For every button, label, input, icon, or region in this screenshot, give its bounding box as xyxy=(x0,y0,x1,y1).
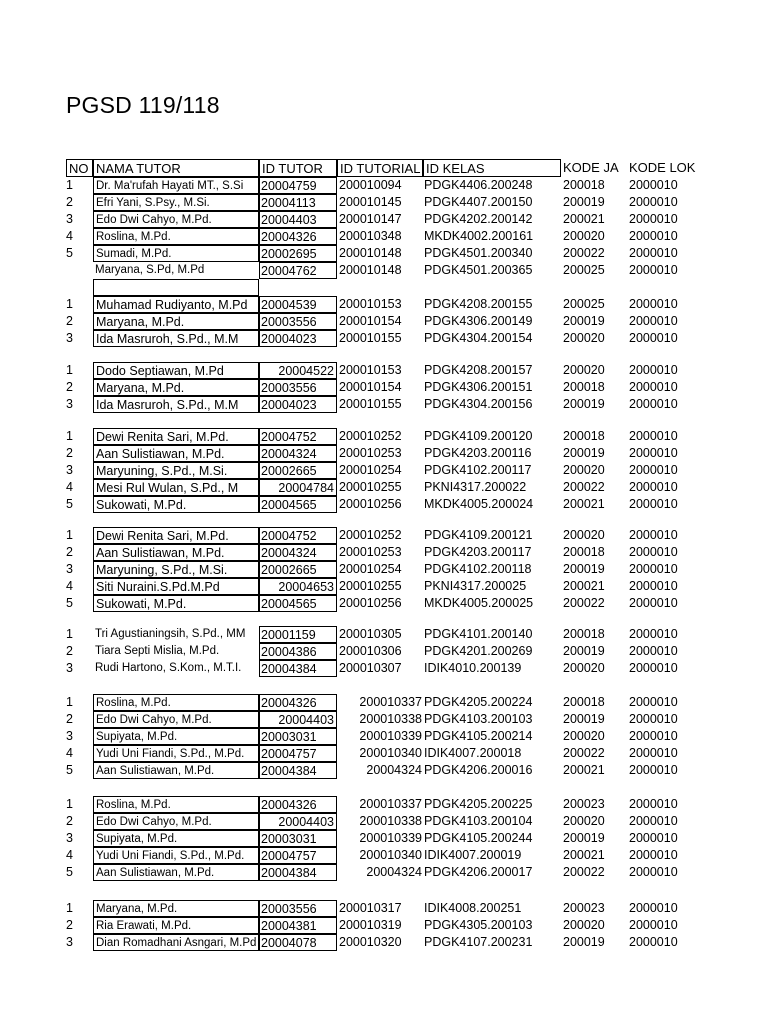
header-nama-tutor: NAMA TUTOR xyxy=(93,159,259,177)
schedule-code: 200022 xyxy=(563,246,605,260)
tutorial-id: 200010155 xyxy=(339,331,402,345)
tutor-name: Supiyata, M.Pd. xyxy=(93,830,259,847)
location-code: 2000010 xyxy=(629,195,678,209)
tutorial-id: 200010339 xyxy=(359,831,422,845)
tutor-name: Mesi Rul Wulan, S.Pd., M xyxy=(93,479,259,496)
tutorial-id: 200010338 xyxy=(359,712,422,726)
tutor-name: Maryana, M.Pd. xyxy=(93,313,259,330)
tutorial-id: 200010148 xyxy=(339,263,402,277)
tutor-name: Edo Dwi Cahyo, M.Pd. xyxy=(93,211,259,228)
schedule-code: 200018 xyxy=(563,695,605,709)
tutorial-id: 200010253 xyxy=(339,446,402,460)
tutorial-id: 200010153 xyxy=(339,297,402,311)
location-code: 2000010 xyxy=(629,429,678,443)
location-code: 2000010 xyxy=(629,797,678,811)
schedule-code: 200021 xyxy=(563,212,605,226)
location-code: 2000010 xyxy=(629,695,678,709)
row-number: 5 xyxy=(66,497,73,511)
tutor-name: Dewi Renita Sari, M.Pd. xyxy=(93,428,259,445)
tutor-name: Maryana, M.Pd. xyxy=(93,900,259,917)
tutor-id: 20004113 xyxy=(259,194,337,211)
schedule-code: 200025 xyxy=(563,297,605,311)
schedule-code: 200018 xyxy=(563,178,605,192)
class-id: PDGK4205.200224 xyxy=(424,695,533,709)
tutor-id: 20004653 xyxy=(259,578,337,595)
row-number: 3 xyxy=(66,212,73,226)
tutor-id: 20004403 xyxy=(259,711,337,728)
location-code: 2000010 xyxy=(629,865,678,879)
header-kode-lokasi: KODE LOK xyxy=(629,160,696,175)
schedule-code: 200020 xyxy=(563,661,605,675)
tutorial-id: 200010255 xyxy=(339,480,402,494)
schedule-code: 200019 xyxy=(563,397,605,411)
class-id: PDGK4304.200156 xyxy=(424,397,533,411)
tutor-id: 20004326 xyxy=(259,796,337,813)
schedule-code: 200020 xyxy=(563,331,605,345)
tutorial-id: 200010154 xyxy=(339,380,402,394)
location-code: 2000010 xyxy=(629,661,678,675)
row-number: 1 xyxy=(66,297,73,311)
row-number: 1 xyxy=(66,528,73,542)
tutor-id: 20004759 xyxy=(259,177,337,194)
class-id: PKNI4317.200025 xyxy=(424,579,527,593)
location-code: 2000010 xyxy=(629,596,678,610)
tutor-id: 20004384 xyxy=(259,762,337,779)
tutor-id: 20004762 xyxy=(259,262,337,279)
tutor-name: Supiyata, M.Pd. xyxy=(93,728,259,745)
tutorial-id: 200010154 xyxy=(339,314,402,328)
tutor-id: 20002665 xyxy=(259,561,337,578)
location-code: 2000010 xyxy=(629,528,678,542)
row-number: 1 xyxy=(66,178,73,192)
tutor-id: 20004403 xyxy=(259,211,337,228)
row-number: 1 xyxy=(66,797,73,811)
tutor-id: 20003556 xyxy=(259,379,337,396)
class-id: IDIK4007.200018 xyxy=(424,746,522,760)
tutor-name: Dodo Septiawan, M.Pd xyxy=(93,362,259,379)
location-code: 2000010 xyxy=(629,463,678,477)
header-id-kelas: ID KELAS xyxy=(423,159,561,177)
schedule-code: 200019 xyxy=(563,562,605,576)
schedule-code: 200021 xyxy=(563,763,605,777)
tutor-id: 20003556 xyxy=(259,313,337,330)
schedule-code: 200021 xyxy=(563,497,605,511)
class-id: PDGK4203.200116 xyxy=(424,446,532,460)
class-id: PDGK4205.200225 xyxy=(424,797,533,811)
row-number: 3 xyxy=(66,331,73,345)
tutorial-id: 200010094 xyxy=(339,178,402,192)
tutorial-id: 200010307 xyxy=(339,661,402,675)
tutorial-id: 200010337 xyxy=(359,797,422,811)
schedule-code: 200019 xyxy=(563,712,605,726)
schedule-code: 200022 xyxy=(563,596,605,610)
tutorial-id: 200010256 xyxy=(339,497,402,511)
schedule-code: 200018 xyxy=(563,627,605,641)
tutor-id: 20004752 xyxy=(259,527,337,544)
row-number: 4 xyxy=(66,746,73,760)
row-number: 1 xyxy=(66,429,73,443)
tutorial-id: 200010255 xyxy=(339,579,402,593)
tutor-id: 20004324 xyxy=(259,544,337,561)
class-id: MKDK4002.200161 xyxy=(424,229,534,243)
row-number: 5 xyxy=(66,865,73,879)
schedule-code: 200020 xyxy=(563,463,605,477)
tutor-name: Roslina, M.Pd. xyxy=(93,796,259,813)
tutor-name: Aan Sulistiawan, M.Pd. xyxy=(93,445,259,462)
row-number: 2 xyxy=(66,918,73,932)
tutorial-id: 200010340 xyxy=(359,746,422,760)
class-id: PDGK4105.200244 xyxy=(424,831,533,845)
location-code: 2000010 xyxy=(629,848,678,862)
schedule-code: 200022 xyxy=(563,480,605,494)
schedule-code: 200018 xyxy=(563,545,605,559)
tutorial-id: 200010254 xyxy=(339,463,402,477)
tutorial-id: 20004324 xyxy=(366,763,422,777)
tutorial-id: 200010252 xyxy=(339,528,402,542)
schedule-code: 200019 xyxy=(563,314,605,328)
class-id: PDGK4406.200248 xyxy=(424,178,533,192)
row-number: 1 xyxy=(66,901,73,915)
class-id: PDGK4208.200157 xyxy=(424,363,533,377)
location-code: 2000010 xyxy=(629,229,678,243)
class-id: PDGK4202.200142 xyxy=(424,212,533,226)
tutorial-id: 200010305 xyxy=(339,627,402,641)
schedule-code: 200020 xyxy=(563,229,605,243)
schedule-code: 200022 xyxy=(563,746,605,760)
tutor-id: 20004324 xyxy=(259,445,337,462)
row-number: 2 xyxy=(66,712,73,726)
class-id: PDGK4103.200104 xyxy=(424,814,533,828)
schedule-code: 200019 xyxy=(563,644,605,658)
tutor-id: 20003556 xyxy=(259,900,337,917)
tutor-name: Maryuning, S.Pd., M.Si. xyxy=(93,561,259,578)
tutor-id: 20004381 xyxy=(259,917,337,934)
tutor-id: 20004078 xyxy=(259,934,337,951)
tutor-name: Aan Sulistiawan, M.Pd. xyxy=(93,762,259,779)
row-number: 5 xyxy=(66,763,73,777)
schedule-code: 200018 xyxy=(563,429,605,443)
location-code: 2000010 xyxy=(629,480,678,494)
schedule-code: 200020 xyxy=(563,528,605,542)
tutor-name: Yudi Uni Fiandi, S.Pd., M.Pd. xyxy=(93,745,259,762)
class-id: PDGK4306.200149 xyxy=(424,314,533,328)
location-code: 2000010 xyxy=(629,331,678,345)
schedule-code: 200018 xyxy=(563,380,605,394)
tutor-id: 20001159 xyxy=(259,626,337,643)
tutorial-id: 200010145 xyxy=(339,195,402,209)
location-code: 2000010 xyxy=(629,380,678,394)
tutor-id: 20003031 xyxy=(259,728,337,745)
tutor-id: 20004539 xyxy=(259,296,337,313)
tutor-name: Aan Sulistiawan, M.Pd. xyxy=(93,544,259,561)
class-id: PDGK4102.200117 xyxy=(424,463,532,477)
location-code: 2000010 xyxy=(629,314,678,328)
location-code: 2000010 xyxy=(629,644,678,658)
tutor-name: Tiara Septi Mislia, M.Pd. xyxy=(95,645,220,657)
tutor-id: 20004565 xyxy=(259,595,337,612)
tutorial-id: 200010253 xyxy=(339,545,402,559)
row-number: 3 xyxy=(66,562,73,576)
class-id: PDGK4109.200121 xyxy=(424,528,533,542)
location-code: 2000010 xyxy=(629,746,678,760)
tutor-id: 20004023 xyxy=(259,396,337,413)
row-number: 2 xyxy=(66,380,73,394)
tutorial-id: 200010348 xyxy=(339,229,402,243)
tutor-name: Roslina, M.Pd. xyxy=(93,694,259,711)
row-number xyxy=(66,262,90,279)
class-id: PDGK4304.200154 xyxy=(424,331,533,345)
schedule-code: 200023 xyxy=(563,901,605,915)
tutorial-id: 200010306 xyxy=(339,644,402,658)
schedule-code: 200021 xyxy=(563,579,605,593)
tutor-id: 20003031 xyxy=(259,830,337,847)
tutorial-id: 200010319 xyxy=(339,918,402,932)
tutor-id: 20004326 xyxy=(259,694,337,711)
class-id: PDGK4206.200017 xyxy=(424,865,533,879)
class-id: PDGK4102.200118 xyxy=(424,562,532,576)
tutor-name: Yudi Uni Fiandi, S.Pd., M.Pd. xyxy=(93,847,259,864)
tutorial-id: 200010256 xyxy=(339,596,402,610)
tutor-name: Siti Nuraini.S.Pd.M.Pd xyxy=(93,578,259,595)
tutorial-id: 200010147 xyxy=(339,212,402,226)
row-number: 2 xyxy=(66,644,73,658)
location-code: 2000010 xyxy=(629,246,678,260)
tutorial-id: 200010338 xyxy=(359,814,422,828)
location-code: 2000010 xyxy=(629,763,678,777)
row-number: 2 xyxy=(66,814,73,828)
location-code: 2000010 xyxy=(629,363,678,377)
class-id: MKDK4005.200024 xyxy=(424,497,534,511)
location-code: 2000010 xyxy=(629,729,678,743)
location-code: 2000010 xyxy=(629,178,678,192)
tutor-name: Dian Romadhani Asngari, M.Pd xyxy=(93,934,259,951)
row-number: 5 xyxy=(66,596,73,610)
tutor-id: 20004386 xyxy=(259,643,337,660)
tutor-id: 20004784 xyxy=(259,479,337,496)
row-number: 4 xyxy=(66,579,73,593)
tutor-name: Sukowati, M.Pd. xyxy=(93,595,259,612)
class-id: PDGK4107.200231 xyxy=(424,935,533,949)
tutor-name: Efri Yani, S.Psy., M.Si. xyxy=(93,194,259,211)
tutorial-id: 200010254 xyxy=(339,562,402,576)
row-number: 3 xyxy=(66,661,73,675)
tutorial-id: 200010317 xyxy=(339,901,402,915)
tutor-name: Edo Dwi Cahyo, M.Pd. xyxy=(93,711,259,728)
tutor-name: Aan Sulistiawan, M.Pd. xyxy=(93,864,259,881)
tutor-name: Ida Masruroh, S.Pd., M.M xyxy=(93,330,259,347)
tutor-name: Dewi Renita Sari, M.Pd. xyxy=(93,527,259,544)
class-id: PDGK4501.200340 xyxy=(424,246,533,260)
tutor-name: Ria Erawati, M.Pd. xyxy=(93,917,259,934)
header-kode-jadwal: KODE JA xyxy=(563,160,619,175)
tutor-name: Sumadi, M.Pd. xyxy=(93,245,259,262)
tutor-id: 20004384 xyxy=(259,864,337,881)
header-no: NO xyxy=(66,159,93,177)
location-code: 2000010 xyxy=(629,545,678,559)
location-code: 2000010 xyxy=(629,397,678,411)
tutorial-id: 20004324 xyxy=(366,865,422,879)
tutor-id: 20002695 xyxy=(259,245,337,262)
tutor-id: 20002665 xyxy=(259,462,337,479)
class-id: PDGK4109.200120 xyxy=(424,429,533,443)
class-id: MKDK4005.200025 xyxy=(424,596,534,610)
location-code: 2000010 xyxy=(629,712,678,726)
page-title: PGSD 119/118 xyxy=(66,92,220,118)
location-code: 2000010 xyxy=(629,627,678,641)
row-number: 1 xyxy=(66,695,73,709)
class-id: PDGK4208.200155 xyxy=(424,297,533,311)
location-code: 2000010 xyxy=(629,263,678,277)
tutor-id: 20004403 xyxy=(259,813,337,830)
class-id: IDIK4007.200019 xyxy=(424,848,522,862)
row-number: 4 xyxy=(66,848,73,862)
tutorial-id: 200010339 xyxy=(359,729,422,743)
row-number: 3 xyxy=(66,729,73,743)
location-code: 2000010 xyxy=(629,562,678,576)
row-number: 3 xyxy=(66,831,73,845)
row-number: 2 xyxy=(66,446,73,460)
schedule-code: 200022 xyxy=(563,865,605,879)
tutor-id: 20004565 xyxy=(259,496,337,513)
class-id: IDIK4010.200139 xyxy=(424,661,522,675)
tutor-name: Tri Agustianingsih, S.Pd., MM xyxy=(95,628,246,640)
row-number: 3 xyxy=(66,397,73,411)
row-number: 1 xyxy=(66,627,73,641)
row-number: 5 xyxy=(66,246,73,260)
schedule-code: 200021 xyxy=(563,848,605,862)
location-code: 2000010 xyxy=(629,446,678,460)
tutor-name: Dr. Ma'rufah Hayati MT., S.Si xyxy=(93,177,259,194)
tutor-id: 20004757 xyxy=(259,745,337,762)
schedule-code: 200020 xyxy=(563,814,605,828)
row-number: 4 xyxy=(66,480,73,494)
class-id: PKNI4317.200022 xyxy=(424,480,527,494)
tutor-id: 20004023 xyxy=(259,330,337,347)
tutorial-id: 200010155 xyxy=(339,397,402,411)
row-number: 2 xyxy=(66,195,73,209)
class-id: PDGK4305.200103 xyxy=(424,918,533,932)
location-code: 2000010 xyxy=(629,212,678,226)
row-number: 4 xyxy=(66,229,73,243)
class-id: PDGK4103.200103 xyxy=(424,712,533,726)
schedule-code: 200019 xyxy=(563,935,605,949)
class-id: IDIK4008.200251 xyxy=(424,901,522,915)
location-code: 2000010 xyxy=(629,497,678,511)
class-id: PDGK4501.200365 xyxy=(424,263,533,277)
location-code: 2000010 xyxy=(629,901,678,915)
tutor-id: 20004326 xyxy=(259,228,337,245)
location-code: 2000010 xyxy=(629,831,678,845)
empty-name-cell xyxy=(93,279,259,296)
tutor-id: 20004522 xyxy=(259,362,337,379)
tutorial-id: 200010337 xyxy=(359,695,422,709)
location-code: 2000010 xyxy=(629,918,678,932)
tutor-name: Maryana, S.Pd, M.Pd xyxy=(95,264,205,276)
class-id: PDGK4105.200214 xyxy=(424,729,533,743)
header-id-tutorial: ID TUTORIAL xyxy=(337,159,423,177)
tutor-name: Muhamad Rudiyanto, M.Pd xyxy=(93,296,259,313)
schedule-code: 200019 xyxy=(563,446,605,460)
tutor-id: 20004757 xyxy=(259,847,337,864)
tutor-name: Ida Masruroh, S.Pd., M.M xyxy=(93,396,259,413)
schedule-code: 200019 xyxy=(563,195,605,209)
tutor-name: Maryuning, S.Pd., M.Si. xyxy=(93,462,259,479)
row-number: 1 xyxy=(66,363,73,377)
class-id: PDGK4306.200151 xyxy=(424,380,533,394)
tutor-id: 20004384 xyxy=(259,660,337,677)
class-id: PDGK4203.200117 xyxy=(424,545,532,559)
class-id: PDGK4206.200016 xyxy=(424,763,533,777)
class-id: PDGK4407.200150 xyxy=(424,195,533,209)
row-number: 3 xyxy=(66,463,73,477)
row-number: 3 xyxy=(66,935,73,949)
location-code: 2000010 xyxy=(629,814,678,828)
location-code: 2000010 xyxy=(629,579,678,593)
tutor-name: Rudi Hartono, S.Kom., M.T.I. xyxy=(95,662,242,674)
class-id: PDGK4201.200269 xyxy=(424,644,533,658)
schedule-code: 200020 xyxy=(563,363,605,377)
tutor-name: Edo Dwi Cahyo, M.Pd. xyxy=(93,813,259,830)
schedule-code: 200023 xyxy=(563,797,605,811)
location-code: 2000010 xyxy=(629,297,678,311)
tutor-name: Maryana, M.Pd. xyxy=(93,379,259,396)
header-id-tutor: ID TUTOR xyxy=(259,159,337,177)
tutorial-id: 200010148 xyxy=(339,246,402,260)
tutor-name: Sukowati, M.Pd. xyxy=(93,496,259,513)
row-number: 2 xyxy=(66,545,73,559)
schedule-code: 200019 xyxy=(563,831,605,845)
schedule-code: 200020 xyxy=(563,729,605,743)
tutor-name: Roslina, M.Pd. xyxy=(93,228,259,245)
class-id: PDGK4101.200140 xyxy=(424,627,533,641)
schedule-code: 200025 xyxy=(563,263,605,277)
schedule-code: 200020 xyxy=(563,918,605,932)
tutorial-id: 200010340 xyxy=(359,848,422,862)
location-code: 2000010 xyxy=(629,935,678,949)
row-number: 2 xyxy=(66,314,73,328)
tutorial-id: 200010320 xyxy=(339,935,402,949)
tutorial-id: 200010153 xyxy=(339,363,402,377)
tutor-id: 20004752 xyxy=(259,428,337,445)
tutorial-id: 200010252 xyxy=(339,429,402,443)
